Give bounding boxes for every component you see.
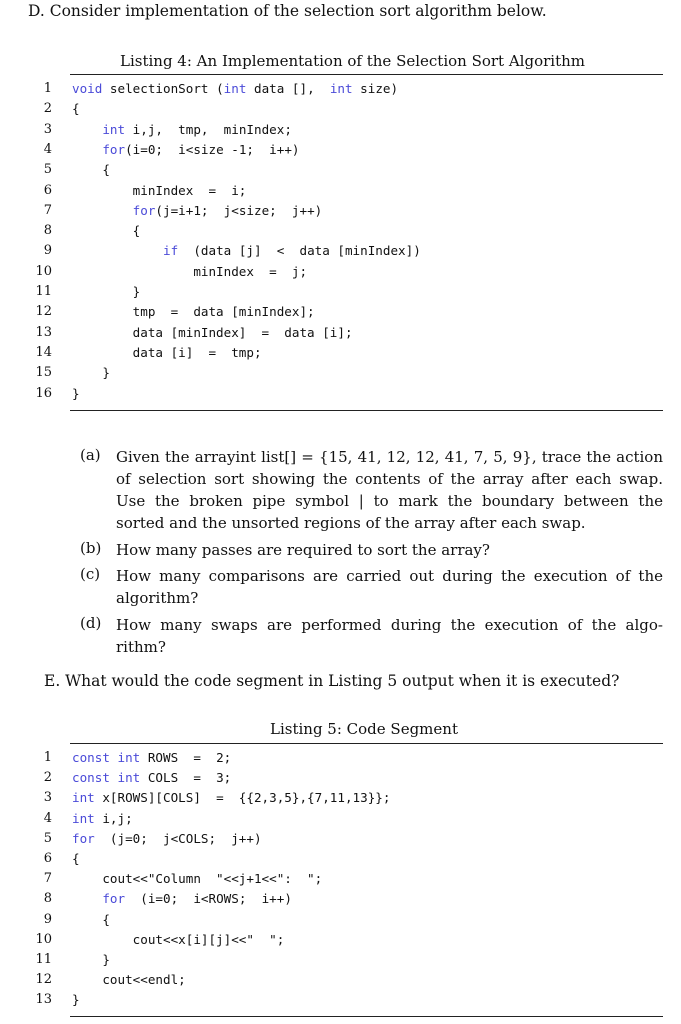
code-keyword: int xyxy=(72,810,95,826)
code-token: { xyxy=(72,911,110,927)
line-number: 12 xyxy=(35,304,52,320)
line-number: 11 xyxy=(35,952,52,967)
question-line: of selection sort showing the contents of the array after each swap. xyxy=(116,470,663,488)
line-number: 9 xyxy=(43,243,52,259)
code-text xyxy=(72,970,186,990)
line-number: 7 xyxy=(43,202,52,218)
listing-5-top-rule xyxy=(70,743,663,744)
line-number: 14 xyxy=(35,344,52,360)
code-token: (j=0; j<COLS; j++) xyxy=(94,830,262,846)
code-text xyxy=(72,869,322,889)
code-keyword: int xyxy=(102,121,126,137)
code-token: i,j, tmp, minIndex; xyxy=(125,121,292,137)
line-number: 8 xyxy=(43,891,52,907)
code-token: x[ROWS][COLS] = {{2,3,5},{7,11,13}}; xyxy=(94,790,391,806)
question-line: How many comparisons are carried out during the execution of the xyxy=(116,567,663,585)
code-text xyxy=(72,201,322,221)
code-text xyxy=(72,241,421,261)
code-text xyxy=(72,829,262,849)
line-number: 12 xyxy=(35,972,52,988)
code-text xyxy=(72,748,231,768)
line-number: 10 xyxy=(35,263,52,279)
code-text xyxy=(72,120,292,140)
code-keyword: for xyxy=(102,141,126,157)
code-token: { xyxy=(72,851,80,866)
code-text xyxy=(72,181,246,201)
question-line: Use the broken pipe symbol | to mark the boundary between the xyxy=(116,492,663,510)
code-keyword: int xyxy=(72,790,95,806)
code-token: size) xyxy=(352,81,399,96)
code-token: } xyxy=(72,284,141,299)
code-text xyxy=(72,363,110,383)
code-token: minIndex = j; xyxy=(72,263,308,279)
code-keyword: for xyxy=(132,202,156,218)
line-number: 9 xyxy=(43,911,52,927)
code-token: minIndex = i; xyxy=(72,182,247,198)
code-token: selectionSort ( xyxy=(102,81,224,96)
listing-4-caption: Listing 4: An Implementation of the Selection Sort Algorithm xyxy=(120,52,585,70)
code-token xyxy=(72,243,163,258)
line-number: 5 xyxy=(43,162,52,178)
code-token: (i=0; i<size -1; i++) xyxy=(125,141,300,157)
question-line: sorted and the unsorted regions of the array after each swap. xyxy=(116,514,586,532)
code-token: i,j; xyxy=(94,810,133,826)
code-text xyxy=(72,809,133,829)
code-text xyxy=(72,768,231,788)
code-text xyxy=(72,79,398,99)
listing-5-code xyxy=(28,748,668,1018)
section-e-heading: E. What would the code segment in Listing 5 output when it is executed? xyxy=(44,672,620,690)
section-d-heading: D. Consider implementation of the selection sort algorithm below. xyxy=(28,2,547,20)
code-token: } xyxy=(72,365,110,381)
code-keyword: for xyxy=(72,830,95,846)
line-number: 1 xyxy=(43,750,52,765)
code-token: ROWS = 2; xyxy=(140,750,232,765)
code-text xyxy=(72,99,80,119)
code-token: (j=i+1; j<size; j++) xyxy=(155,202,323,218)
code-token: data [minIndex] = data [i]; xyxy=(72,324,353,340)
question-text xyxy=(116,614,663,658)
listing-5-bottom-rule xyxy=(70,1016,663,1017)
question-line: How many passes are required to sort the array? xyxy=(116,541,490,559)
line-number: 13 xyxy=(35,324,52,340)
line-number: 10 xyxy=(35,931,52,947)
code-text xyxy=(72,990,80,1010)
code-text xyxy=(72,384,80,404)
code-token: } xyxy=(72,385,80,401)
code-keyword: const xyxy=(72,750,110,765)
code-text xyxy=(72,930,284,950)
question-label: (d) xyxy=(80,614,102,632)
line-number: 11 xyxy=(35,284,52,299)
question-text xyxy=(116,539,663,561)
question-label: (a) xyxy=(80,446,101,464)
question-line: How many swaps are performed during the execution of the algo- xyxy=(116,616,663,634)
code-keyword: void xyxy=(72,81,103,96)
code-token: data [], xyxy=(246,81,330,96)
code-token xyxy=(72,891,102,906)
code-token: { xyxy=(72,223,141,239)
question-label: (c) xyxy=(80,565,101,583)
listing-4-code xyxy=(28,79,668,409)
code-keyword: if xyxy=(163,243,179,259)
code-text xyxy=(72,889,292,909)
code-token xyxy=(72,203,133,218)
code-keyword: int xyxy=(329,81,353,96)
code-text xyxy=(72,950,110,970)
code-text xyxy=(72,849,80,869)
code-token: (data [j] < data [minIndex]) xyxy=(178,243,421,259)
question-line: Given the arrayint list[] = {15, 41, 12, 12, 41, 7, 5, 9}, trace the action xyxy=(116,448,663,466)
code-token: COLS = 3; xyxy=(140,770,232,786)
line-number: 7 xyxy=(43,871,52,887)
question-text xyxy=(116,565,663,609)
code-text xyxy=(72,160,110,180)
code-text xyxy=(72,788,390,808)
code-text xyxy=(72,910,110,930)
code-token: } xyxy=(72,952,110,967)
line-number: 2 xyxy=(43,101,52,117)
code-text xyxy=(72,262,307,282)
code-token: cout<<endl; xyxy=(72,972,186,988)
code-keyword: int xyxy=(117,750,141,765)
line-number: 5 xyxy=(43,830,52,846)
listing-4-top-rule xyxy=(70,74,663,75)
line-number: 1 xyxy=(43,81,52,96)
code-text xyxy=(72,302,315,322)
line-number: 6 xyxy=(43,851,52,866)
question-text xyxy=(116,446,663,534)
code-token: (i=0; i<ROWS; i++) xyxy=(125,891,292,907)
code-text xyxy=(72,140,299,160)
code-text xyxy=(72,221,140,241)
line-number: 8 xyxy=(43,223,52,239)
line-number: 13 xyxy=(35,992,52,1008)
code-text xyxy=(72,323,353,343)
question-line: algorithm? xyxy=(116,589,199,607)
code-text xyxy=(72,282,140,302)
code-token: tmp = data [minIndex]; xyxy=(72,304,315,320)
line-number: 6 xyxy=(43,182,52,198)
code-token xyxy=(72,122,102,137)
code-token xyxy=(110,750,118,765)
code-token: } xyxy=(72,992,80,1008)
code-token: data [i] = tmp; xyxy=(72,344,262,360)
line-number: 3 xyxy=(43,121,52,137)
code-token xyxy=(72,142,102,157)
line-number: 16 xyxy=(35,385,52,401)
question-line: rithm? xyxy=(116,638,166,656)
code-keyword: const xyxy=(72,770,110,786)
line-number: 4 xyxy=(43,141,52,157)
code-text xyxy=(72,343,262,363)
code-keyword: int xyxy=(117,770,141,786)
listing-4-bottom-rule xyxy=(70,410,663,411)
code-token: cout<<"Column "<<j+1<<": "; xyxy=(72,871,323,887)
code-token xyxy=(110,770,118,785)
code-token: cout<<x[i][j]<<" "; xyxy=(72,931,285,947)
line-number: 15 xyxy=(35,365,52,381)
line-number: 2 xyxy=(43,770,52,786)
code-keyword: for xyxy=(102,891,126,907)
code-keyword: int xyxy=(223,81,247,96)
line-number: 3 xyxy=(43,790,52,806)
code-token: { xyxy=(72,162,110,178)
code-token: { xyxy=(72,101,80,117)
line-number: 4 xyxy=(43,810,52,826)
listing-5-caption: Listing 5: Code Segment xyxy=(270,720,458,738)
question-label: (b) xyxy=(80,539,102,557)
